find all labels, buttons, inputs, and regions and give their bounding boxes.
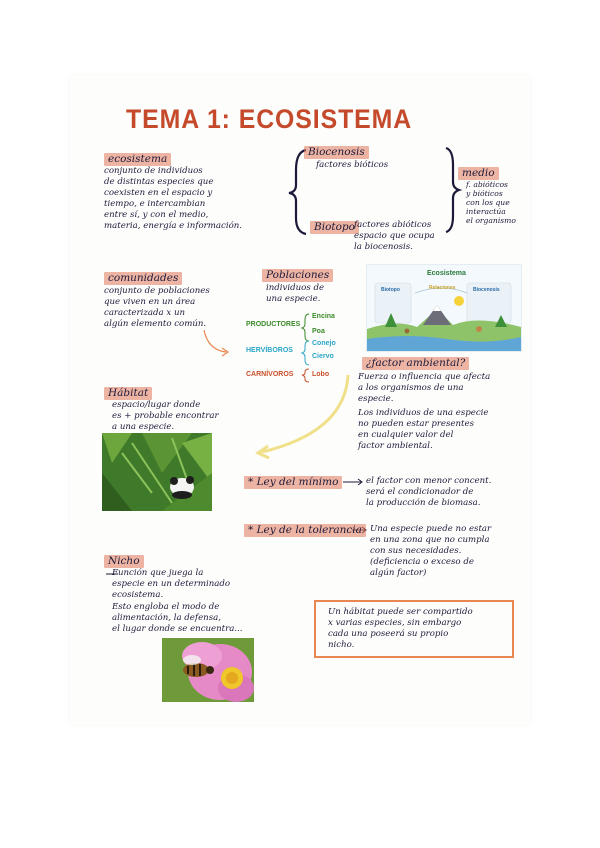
page-title: TEMA 1: ECOSISTEMA xyxy=(126,104,413,134)
poa-label: Poa xyxy=(312,328,325,335)
biotopo-label: Biotopo xyxy=(310,221,359,234)
encina-label: Encina xyxy=(312,313,335,320)
nicho-label: Nicho xyxy=(104,555,144,568)
carnivoros-label: CARNÍVOROS xyxy=(246,371,294,378)
ecosystem-illustration xyxy=(367,265,521,351)
diagram-relaciones: Relaciones xyxy=(429,285,456,291)
ecosistema-label: ecosistema xyxy=(104,153,171,166)
ecosistema-brace xyxy=(289,150,306,234)
comunidades-label: comunidades xyxy=(104,272,182,285)
ley-minimo-label: * Ley del mínimo xyxy=(244,476,342,489)
panda-photo xyxy=(102,433,212,511)
habitat-text: espacio/lugar donde es + probable encontrar a una especie. xyxy=(112,400,219,432)
herbivoros-label: HERVÍBOROS xyxy=(246,347,293,354)
biotopo-text: factores abióticos espacio que ocupa la biocenosis. xyxy=(354,220,435,252)
nicho-text1: Función que juega la especie en un determinado ecosistema. xyxy=(112,568,231,600)
medio-text: f. abióticos y bióticos con los que interactúa el organismo xyxy=(466,180,516,225)
biocenosis-label: Biocenosis xyxy=(304,146,369,159)
comunidades-text: conjunto de poblaciones que viven en un área caracterizada x un algún elemento común. xyxy=(104,286,210,329)
bee-photo xyxy=(162,638,254,702)
factor-ambiental-text2: Los individuos de una especie no pueden estar presentes en cualquier valor del factor ambiental. xyxy=(358,408,489,451)
ecosistema-text: conjunto de individuos de distintas especies que coexisten en el espacio y tiempo, e intercambian entre sí, y con el medio, materia, energía e información. xyxy=(104,166,243,231)
ley-minimo-text: el factor con menor concent. será el condicionador de la producción de biomasa. xyxy=(366,476,492,508)
medio-brace xyxy=(446,148,459,232)
diagram-biocenosis: Biocenosis xyxy=(473,287,500,293)
poblaciones-text: individuos de una especie. xyxy=(266,283,325,304)
carnivoros-brace xyxy=(302,369,309,382)
panda-illustration xyxy=(102,433,212,511)
note-box xyxy=(314,600,514,658)
poblaciones-label: Poblaciones xyxy=(262,269,333,282)
herbivoros-brace xyxy=(302,341,309,365)
bee-illustration xyxy=(162,638,254,702)
habitat-label: Hábitat xyxy=(104,387,152,400)
factor-ambiental-label: ¿factor ambiental? xyxy=(362,357,469,370)
lobo-label: Lobo xyxy=(312,371,330,378)
ley-tolerancia-text: Una especie puede no estar en una zona que no cumpla con sus necesidades. (deficiencia o exceso de algún factor) xyxy=(370,524,492,578)
nicho-text2: Esto engloba el modo de alimentación, la defensa, el lugar donde se encuentra... xyxy=(112,602,243,634)
factor-ambiental-text1: Fuerza o influencia que afecta a los organismos de una especie. xyxy=(358,372,491,404)
productores-label: PRODUCTORES xyxy=(246,321,301,328)
note-text: Un hábitat puede ser compartido x varias especies, sin embargo cada una poseerá su propio nicho. xyxy=(328,607,473,650)
biocenosis-text: factores bióticos xyxy=(316,160,389,170)
conejo-label: Conejo xyxy=(312,340,336,347)
productores-brace xyxy=(302,314,309,341)
medio-label: medio xyxy=(458,167,499,180)
ley-tolerancia-label: * Ley de la tolerancia xyxy=(244,524,366,537)
factor-arrow xyxy=(262,375,348,452)
ecosystem-diagram xyxy=(366,264,522,352)
ciervo-label: Ciervo xyxy=(312,353,334,360)
diagram-title: Ecosistema xyxy=(427,270,466,277)
diagram-biotopo: Biotopo xyxy=(381,287,400,293)
